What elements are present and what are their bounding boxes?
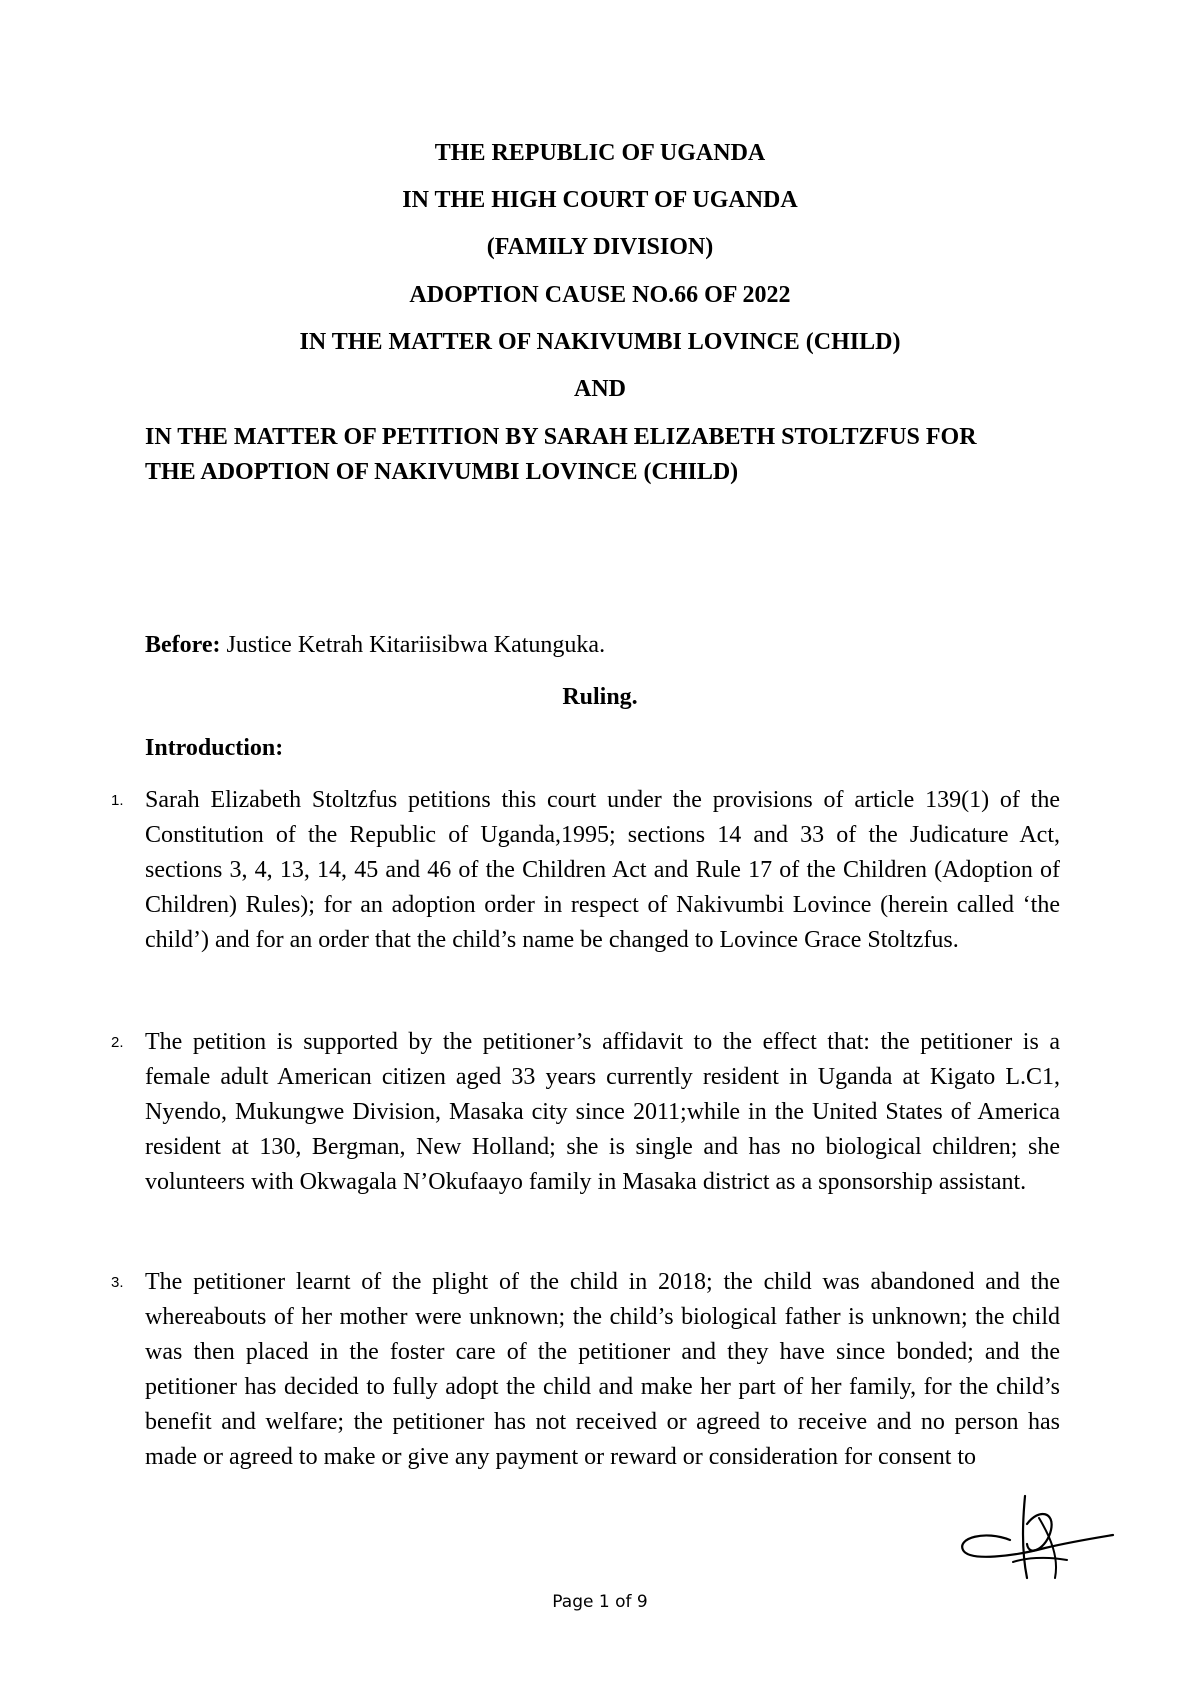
paragraph-1: Sarah Elizabeth Stoltzfus petitions this court under the provisions of article 139(1) of the Constitution of the Republic of Uganda,1995; sections 14 and 33 of the Judicature Act, sections 3, 4, 13, 14, 45 and 46 of the Children Act and Rule 17 of the Children (Adoption of Children) Rules); for an adoption order in respect of Nakivumbi Lovince (herein called ‘the child’) and for an order that the child’s name be changed to Lovince Grace Stoltzfus. (145, 787, 1060, 953)
ruling-title: Ruling. (562, 684, 638, 710)
heading-republic: THE REPUBLIC OF UGANDA (434, 140, 766, 166)
heading-court: IN THE HIGH COURT OF UGANDA (402, 187, 798, 213)
introduction-heading: Introduction: (145, 735, 284, 761)
heading-matter-child: IN THE MATTER OF NAKIVUMBI LOVINCE (CHILD) (299, 329, 901, 355)
paragraph-number: 1. (111, 792, 124, 809)
heading-division: (FAMILY DIVISION) (486, 234, 714, 260)
paragraph-3: The petitioner learnt of the plight of the child in 2018; the child was abandoned and the whereabouts of her mother were unknown; the child’s biological father is unknown; the child was then placed in the foster care of the petitioner and they have since bonded; and the petitioner has decided to fully adopt the child and make her part of her family, for the child’s benefit and welfare; the petitioner has not received or agreed to receive and no person has made or agreed to make or give any payment or reward or consideration for consent to (145, 1269, 1060, 1470)
paragraph-2: The petition is supported by the petitioner’s affidavit to the effect that: the petitioner is a female adult American citizen aged 33 years currently resident in Uganda at Kigato L.C1, Nyendo, Mukungwe Division, Masaka city since 2011;while in the United States of America resident at 130, Bergman, New Holland; she is single and has no biological children; she volunteers with Okwagala N’Okufaayo family in Masaka district as a sponsorship assistant. (145, 1029, 1060, 1195)
page-number-footer: Page 1 of 9 (552, 1592, 648, 1612)
paragraph-number: 3. (111, 1274, 124, 1291)
before-label: Before: (145, 632, 221, 658)
handwritten-signature (955, 1478, 1115, 1588)
judge-name: Justice Ketrah Kitariisibwa Katunguka. (220, 632, 606, 658)
heading-matter-petition: IN THE MATTER OF PETITION BY SARAH ELIZABETH STOLTZFUS FOR THE ADOPTION OF NAKIVUMBI LOVINCE (CHILD) (145, 424, 977, 485)
before-line (145, 631, 605, 659)
heading-cause-number: ADOPTION CAUSE NO.66 OF 2022 (409, 282, 791, 308)
paragraph-number: 2. (111, 1034, 124, 1051)
heading-and: AND (574, 376, 626, 402)
